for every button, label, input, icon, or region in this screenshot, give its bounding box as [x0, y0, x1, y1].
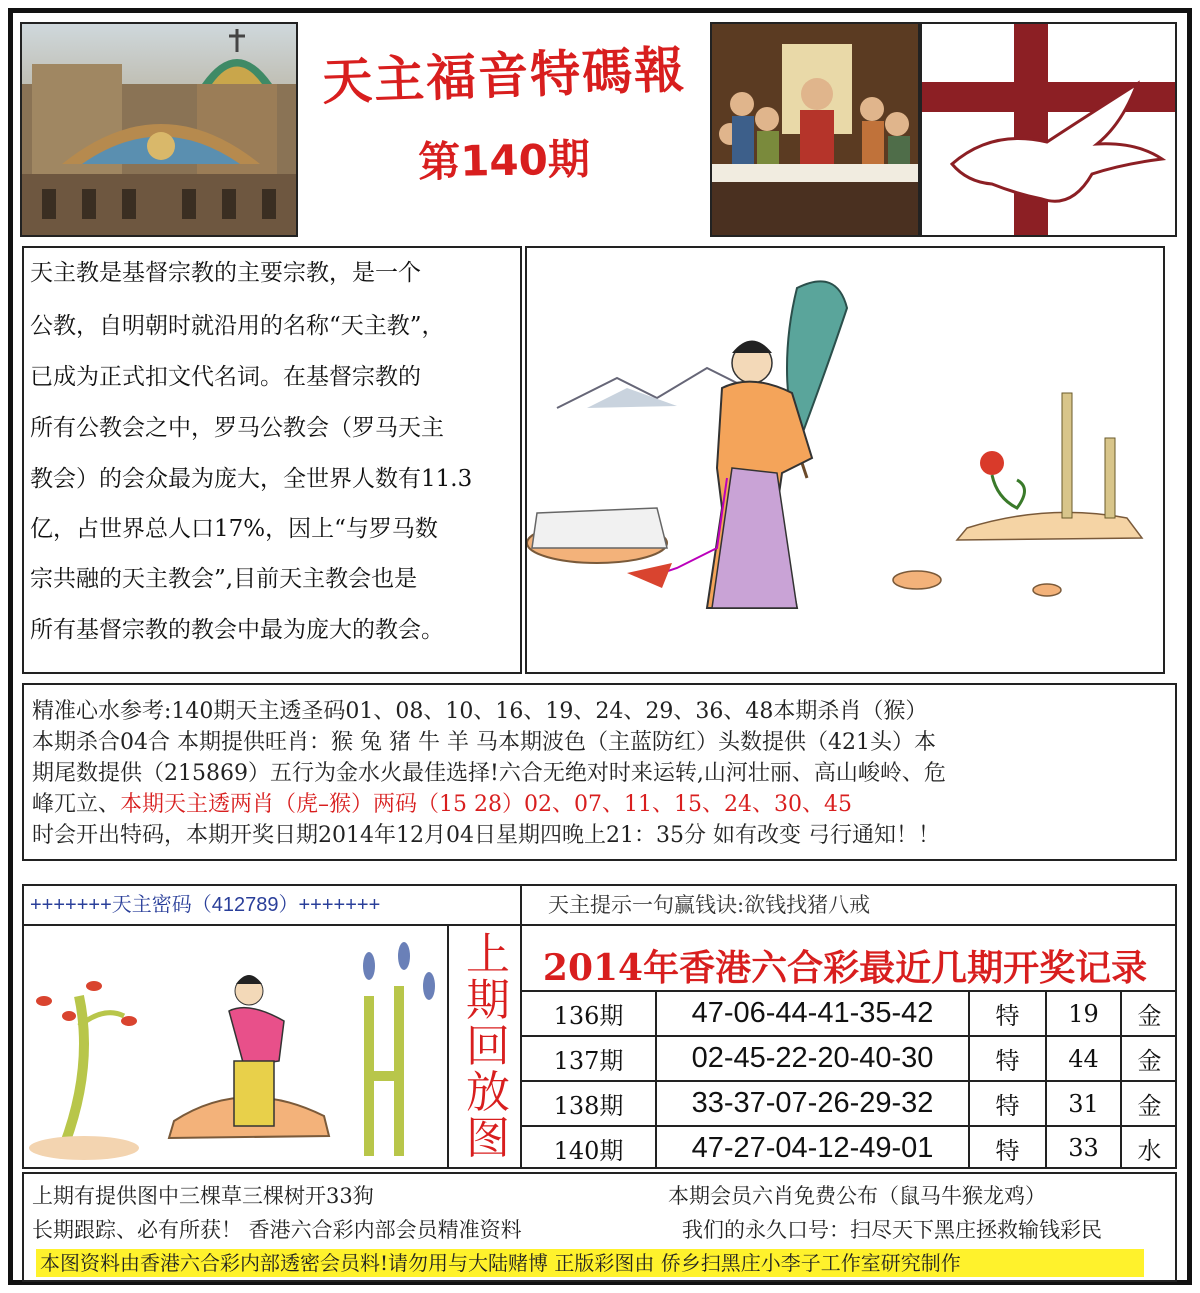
footer-slogan: 长期跟踪、必有所获！ 香港六合彩内部会员精准资料 — [32, 1218, 522, 1242]
special-cell: 31 — [1068, 1089, 1099, 1118]
period-cell: 140期 — [553, 1136, 624, 1165]
member-zodiac: 本期会员六肖免费公布（鼠马牛猴龙鸡） — [668, 1184, 1046, 1208]
newspaper-title: 天主福音特碼報 — [321, 40, 688, 112]
tip-line: 本期杀合04合 本期提供旺肖：猴 兔 猪 牛 羊 马本期波色（主蓝防红）头数提供（421头）本 — [32, 730, 936, 755]
review-char: 上 — [466, 929, 510, 980]
last-supper-image — [710, 22, 920, 237]
te-cell: 特 — [995, 1002, 1020, 1030]
special-cell: 33 — [1068, 1134, 1099, 1162]
intro-line: 教会）的会众最为庞大，全世界人数有11.3 — [30, 466, 473, 492]
numbers-cell: 02-45-22-20-40-30 — [691, 1042, 934, 1074]
period-cell: 138期 — [553, 1092, 624, 1120]
tip-line — [32, 791, 852, 819]
period-cell: 136期 — [553, 1002, 624, 1030]
review-illustration — [24, 926, 446, 1167]
special-cell: 19 — [1068, 999, 1099, 1028]
tip-text: 峰兀立、 — [32, 792, 121, 817]
intro-line: 所有公教会之中，罗马公教会（罗马天主 — [30, 415, 444, 441]
footer-banner: 本图资料由香港六合彩内部透密会员料!请勿用与大陆赌博 正版彩图由 侨乡扫黑庄小李子工作室研究制作 — [36, 1249, 1144, 1277]
element-cell: 金 — [1137, 1002, 1162, 1030]
tip-line: 时会开出特码，本期开奖日期2014年12月04日星期四晚上21：35分 如有改变 弓行通知！！ — [32, 823, 940, 848]
element-cell: 金 — [1137, 1047, 1162, 1075]
intro-line: 公教，自明朝时就沿用的名称“天主教”， — [30, 313, 445, 339]
numbers-cell: 47-06-44-41-35-42 — [691, 997, 934, 1029]
te-cell: 特 — [995, 1136, 1020, 1165]
review-char: 期 — [466, 975, 510, 1026]
special-cell: 44 — [1068, 1044, 1099, 1073]
secret-code — [30, 888, 380, 917]
intro-line: 亿，占世界总人口17%，因上“与罗马数 — [30, 516, 438, 542]
intro-line: 已成为正式扣文代名词。在基督宗教的 — [30, 364, 421, 390]
issue-number: 第140期 — [417, 134, 591, 187]
figure-illustration — [527, 248, 1163, 672]
numbers-cell: 33-37-07-26-29-32 — [691, 1087, 934, 1119]
results-title: 2014年香港六合彩最近几期开奖记录 — [542, 947, 1148, 989]
cross-dove-image — [920, 22, 1177, 237]
review-char: 回 — [466, 1021, 510, 1072]
divider — [447, 924, 449, 1169]
intro-line: 宗共融的天主教会”,目前天主教会也是 — [30, 566, 418, 592]
hint-text: 天主提示一句赢钱诀:欲钱找猪八戒 — [548, 893, 871, 917]
secret-code-label: +++++++天主密码（412789）+++++++ — [30, 894, 381, 916]
tip-line: 期尾数提供（215869）五行为金水火最佳选择!六合无绝对时来运转,山河壮丽、高山峻岭、危 — [32, 761, 946, 786]
numbers-cell: 47-27-04-12-49-01 — [691, 1131, 934, 1164]
intro-line: 天主教是基督宗教的主要宗教，是一个 — [30, 260, 421, 286]
cathedral-image — [20, 22, 298, 237]
te-cell: 特 — [995, 1092, 1020, 1120]
footer-note: 上期有提供图中三棵草三棵树开33狗 — [32, 1184, 374, 1208]
tip-line: 精准心水参考:140期天主透圣码01、08、10、16、19、24、29、36、48本期杀肖（猴） — [32, 699, 928, 724]
review-char: 放 — [466, 1067, 510, 1118]
footer-motto: 我们的永久口号：扫尽天下黑庄拯救输钱彩民 — [682, 1218, 1102, 1242]
element-cell: 水 — [1137, 1136, 1162, 1165]
review-char: 图 — [466, 1113, 510, 1164]
highlight-prediction: 本期天主透两肖（虎–猴）两码（15 28）02、07、11、15、24、30、45 — [120, 792, 852, 817]
intro-line: 所有基督宗教的教会中最为庞大的教会。 — [30, 617, 444, 643]
te-cell: 特 — [995, 1047, 1020, 1075]
element-cell: 金 — [1137, 1092, 1162, 1120]
period-cell: 137期 — [553, 1047, 624, 1075]
